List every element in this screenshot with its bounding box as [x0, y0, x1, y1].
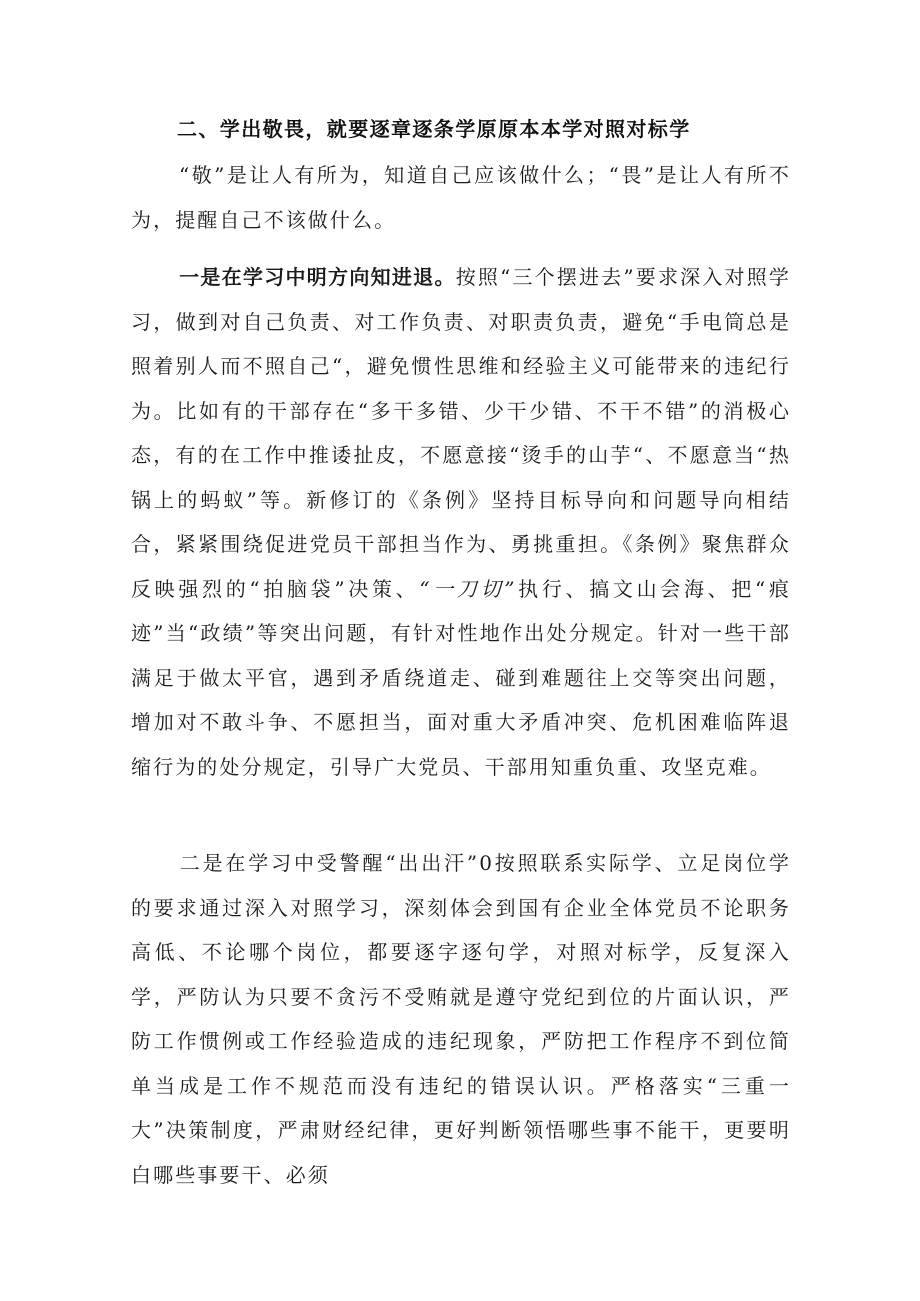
paragraph-warning	[131, 841, 791, 1197]
paragraph-text: 按照“三个摆进去”要求深入对照学习，做到对自己负责、对工作负责、对职责负责，避免“手电筒总是照着别人而不照自己“，避免惯性思维和经验主义可能带来的违纪行为。比如有的干部存在“多干多错、少干少错、不干不错”的消极心态，有的在工作中推诿扯皮，不愿意接“烫手的山芋“、不愿意当“热锅上的蚂蚁”等。新修订的《条例》坚持目标导向和问题导向相结合，紧紧围绕促进党员干部担当作为、勇挑重担。《条例》聚焦群众反映强烈的“拍脑袋”决策、	[131, 265, 791, 601]
paragraph-text-continued: 执行、搞文山会海、把“痕迹”当“政绩”等突出问题，有针对性地作出处分规定。针对一些干部满足于做太平官，遇到矛盾绕道走、碰到难题往上交等突出问题，增加对不敢斗争、不愿担当，面对重大矛盾冲突、危机困难临阵退缩行为的处分规定，引导广大党员、干部用知重负重、攻坚克难。	[131, 576, 791, 779]
paragraph-lead-bold: 一是在学习中明方向知进退。	[179, 265, 456, 289]
paragraph-text: “敬”是让人有所为，知道自己应该做什么；“畏”是让人有所不为，提醒自己不该做什么。	[131, 163, 791, 232]
italic-quote: “一刀切”	[419, 576, 517, 601]
paragraph-direction	[131, 255, 791, 789]
paragraph-jingwei-definition	[131, 153, 791, 242]
paragraph-text: 二是在学习中受警醒“出出汗”0按照联系实际学、立足岗位学的要求通过深入对照学习，深刻体会到国有企业全体党员不论职务高低、不论哪个岗位，都要逐字逐句学，对照对标学，反复深入学，严防认为只要不贪污不受贿就是遵守党纪到位的片面认识，严防工作惯例或工作经验造成的违纪现象，严防把工作程序不到位简单当成是工作不规范而没有违纪的错误认识。严格落实“三重一大”决策制度，严肃财经纪律，更好判断领悟哪些事不能干，更要明白哪些事要干、必须	[131, 851, 791, 1187]
section-heading: 二、学出敬畏，就要逐章逐条学原原本本学对照对标学	[177, 117, 691, 141]
